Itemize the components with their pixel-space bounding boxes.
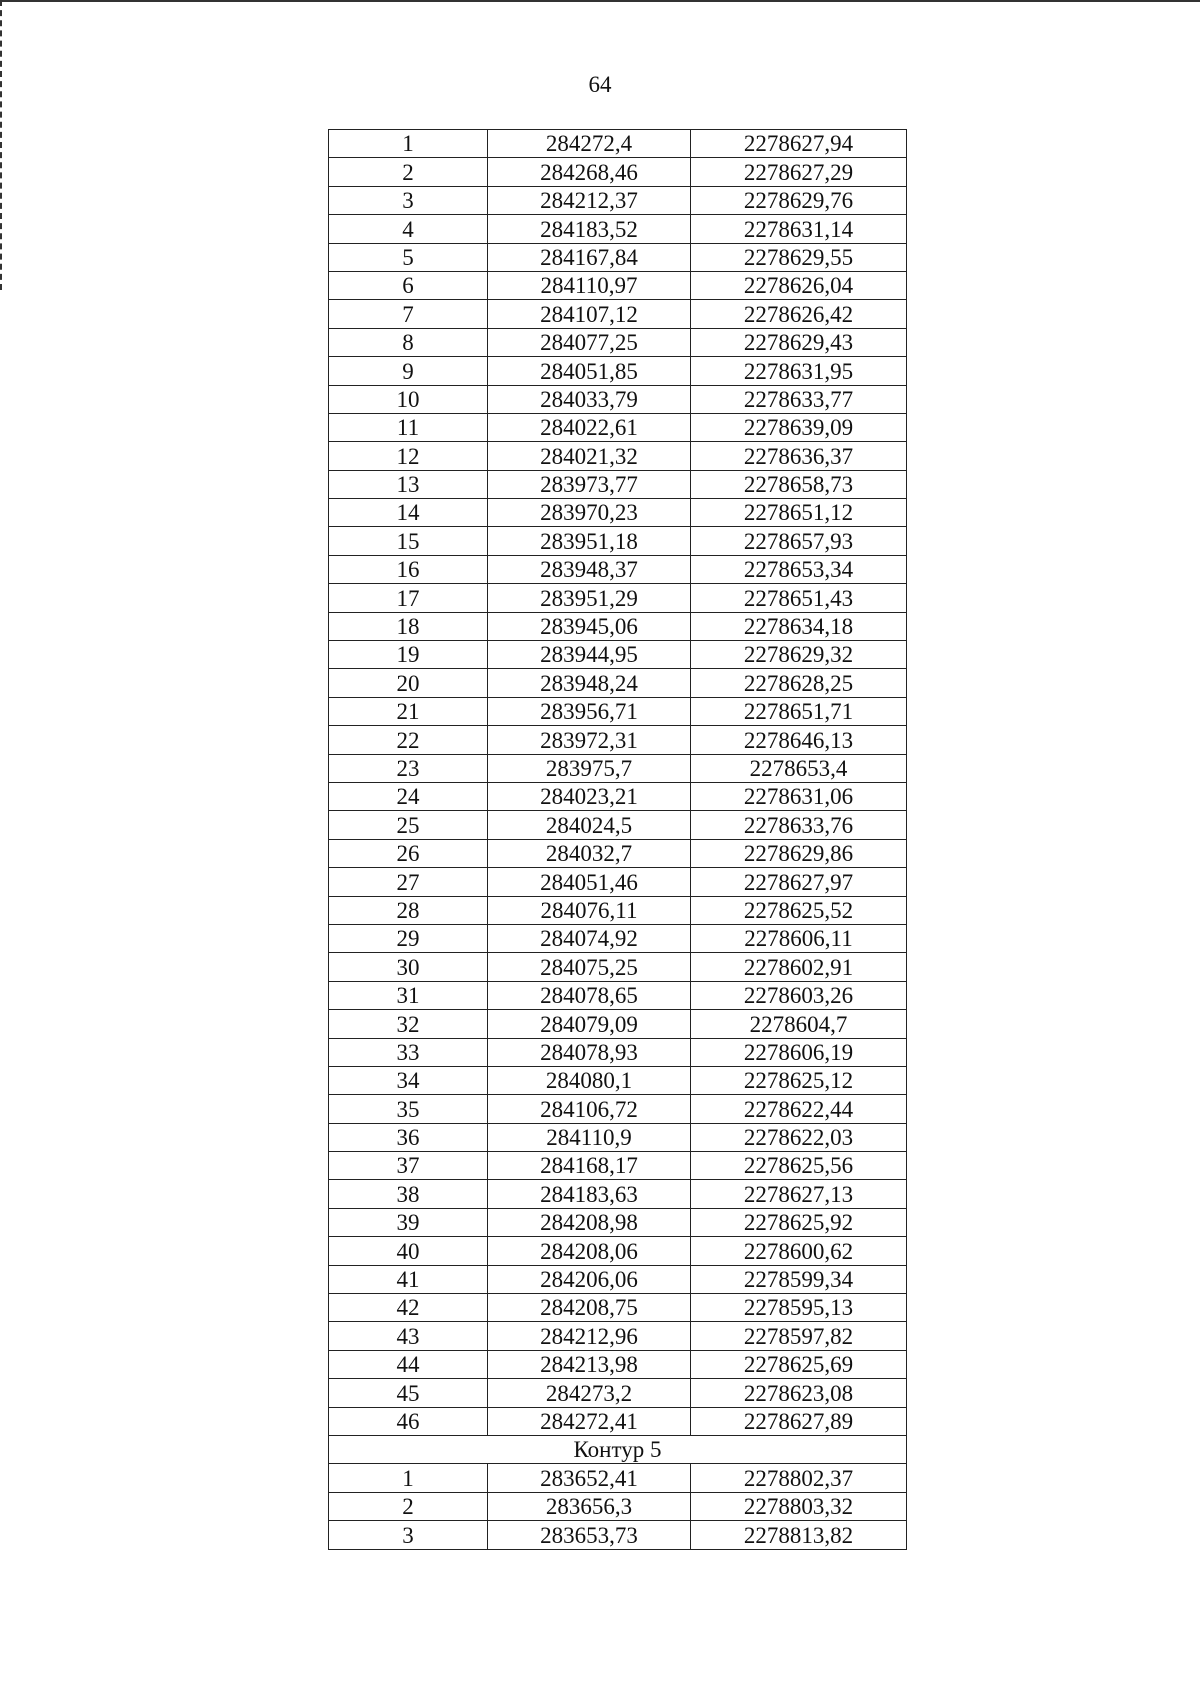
point-number-cell: 3 [329,186,488,214]
point-number-cell: 25 [329,811,488,839]
y-coordinate-cell: 2278629,32 [691,641,907,669]
x-coordinate-cell: 284167,84 [488,243,691,271]
point-number-cell: 22 [329,726,488,754]
point-number-cell: 15 [329,527,488,555]
y-coordinate-cell: 2278651,71 [691,697,907,725]
table-row [329,1095,907,1123]
x-coordinate-cell: 284078,65 [488,981,691,1009]
y-coordinate-cell: 2278631,06 [691,782,907,810]
x-coordinate-cell: 283656,3 [488,1492,691,1520]
table-row [329,1038,907,1066]
y-coordinate-cell: 2278657,93 [691,527,907,555]
point-number-cell: 29 [329,924,488,952]
y-coordinate-cell: 2278600,62 [691,1237,907,1265]
point-number-cell: 33 [329,1038,488,1066]
y-coordinate-cell: 2278625,12 [691,1066,907,1094]
table-row [329,811,907,839]
y-coordinate-cell: 2278813,82 [691,1521,907,1549]
table-row [329,1180,907,1208]
table-row [329,1492,907,1520]
x-coordinate-cell: 283944,95 [488,641,691,669]
point-number-cell: 2 [329,158,488,186]
point-number-cell: 20 [329,669,488,697]
y-coordinate-cell: 2278639,09 [691,413,907,441]
x-coordinate-cell: 284213,98 [488,1350,691,1378]
table-row [329,669,907,697]
table-row [329,357,907,385]
y-coordinate-cell: 2278626,04 [691,271,907,299]
point-number-cell: 34 [329,1066,488,1094]
table-row [329,527,907,555]
x-coordinate-cell: 284110,9 [488,1123,691,1151]
x-coordinate-cell: 284079,09 [488,1010,691,1038]
point-number-cell: 1 [329,130,488,158]
y-coordinate-cell: 2278634,18 [691,612,907,640]
y-coordinate-cell: 2278653,34 [691,555,907,583]
x-coordinate-cell: 284051,85 [488,357,691,385]
table-row [329,839,907,867]
point-number-cell: 9 [329,357,488,385]
point-number-cell: 1 [329,1464,488,1492]
table-row [329,1521,907,1549]
table-row [329,1322,907,1350]
x-coordinate-cell: 284076,11 [488,896,691,924]
x-coordinate-cell: 283956,71 [488,697,691,725]
table-row [329,726,907,754]
y-coordinate-cell: 2278599,34 [691,1265,907,1293]
x-coordinate-cell: 284022,61 [488,413,691,441]
table-row [329,158,907,186]
table-row [329,243,907,271]
x-coordinate-cell: 284051,46 [488,868,691,896]
x-coordinate-cell: 284273,2 [488,1379,691,1407]
table-row [329,612,907,640]
point-number-cell: 10 [329,385,488,413]
table-row [329,782,907,810]
x-coordinate-cell: 284021,32 [488,442,691,470]
point-number-cell: 32 [329,1010,488,1038]
y-coordinate-cell: 2278625,69 [691,1350,907,1378]
table-row [329,442,907,470]
y-coordinate-cell: 2278651,12 [691,499,907,527]
y-coordinate-cell: 2278603,26 [691,981,907,1009]
x-coordinate-cell: 284208,98 [488,1208,691,1236]
table-row [329,697,907,725]
point-number-cell: 8 [329,328,488,356]
binding-margin-marks [0,0,5,290]
table-row [329,499,907,527]
table-row [329,413,907,441]
y-coordinate-cell: 2278629,76 [691,186,907,214]
table-row [329,1123,907,1151]
table-row [329,981,907,1009]
table-row [329,215,907,243]
x-coordinate-cell: 284183,63 [488,1180,691,1208]
table-row [329,1407,907,1435]
table-row [329,1265,907,1293]
y-coordinate-cell: 2278803,32 [691,1492,907,1520]
y-coordinate-cell: 2278597,82 [691,1322,907,1350]
point-number-cell: 13 [329,470,488,498]
point-number-cell: 41 [329,1265,488,1293]
table-row [329,1208,907,1236]
x-coordinate-cell: 283975,7 [488,754,691,782]
y-coordinate-cell: 2278627,13 [691,1180,907,1208]
x-coordinate-cell: 284206,06 [488,1265,691,1293]
y-coordinate-cell: 2278802,37 [691,1464,907,1492]
x-coordinate-cell: 283951,29 [488,584,691,612]
x-coordinate-cell: 283948,37 [488,555,691,583]
point-number-cell: 42 [329,1294,488,1322]
y-coordinate-cell: 2278636,37 [691,442,907,470]
y-coordinate-cell: 2278633,76 [691,811,907,839]
y-coordinate-cell: 2278629,55 [691,243,907,271]
table-row [329,470,907,498]
y-coordinate-cell: 2278625,52 [691,896,907,924]
point-number-cell: 37 [329,1152,488,1180]
point-number-cell: 38 [329,1180,488,1208]
point-number-cell: 46 [329,1407,488,1435]
point-number-cell: 40 [329,1237,488,1265]
table-row [329,1237,907,1265]
page-number: 64 [588,72,612,97]
point-number-cell: 11 [329,413,488,441]
table-row [329,300,907,328]
point-number-cell: 30 [329,953,488,981]
y-coordinate-cell: 2278628,25 [691,669,907,697]
x-coordinate-cell: 284272,41 [488,1407,691,1435]
y-coordinate-cell: 2278626,42 [691,300,907,328]
table-row [329,1066,907,1094]
table-row [329,1464,907,1492]
y-coordinate-cell: 2278627,29 [691,158,907,186]
point-number-cell: 44 [329,1350,488,1378]
coordinates-table [328,129,907,1550]
y-coordinate-cell: 2278646,13 [691,726,907,754]
point-number-cell: 36 [329,1123,488,1151]
point-number-cell: 26 [329,839,488,867]
y-coordinate-cell: 2278622,44 [691,1095,907,1123]
table-row [329,754,907,782]
x-coordinate-cell: 283973,77 [488,470,691,498]
table-row [329,896,907,924]
x-coordinate-cell: 284110,97 [488,271,691,299]
x-coordinate-cell: 284212,96 [488,1322,691,1350]
table-row [329,1379,907,1407]
x-coordinate-cell: 284183,52 [488,215,691,243]
table-row [329,924,907,952]
section-title: Контур 5 [329,1435,907,1463]
x-coordinate-cell: 284024,5 [488,811,691,839]
x-coordinate-cell: 284074,92 [488,924,691,952]
x-coordinate-cell: 284033,79 [488,385,691,413]
y-coordinate-cell: 2278627,89 [691,1407,907,1435]
point-number-cell: 45 [329,1379,488,1407]
x-coordinate-cell: 283948,24 [488,669,691,697]
coordinates-table-body [329,130,907,1550]
x-coordinate-cell: 283970,23 [488,499,691,527]
y-coordinate-cell: 2278653,4 [691,754,907,782]
x-coordinate-cell: 284168,17 [488,1152,691,1180]
y-coordinate-cell: 2278631,95 [691,357,907,385]
point-number-cell: 21 [329,697,488,725]
y-coordinate-cell: 2278606,19 [691,1038,907,1066]
x-coordinate-cell: 284077,25 [488,328,691,356]
y-coordinate-cell: 2278604,7 [691,1010,907,1038]
point-number-cell: 16 [329,555,488,583]
y-coordinate-cell: 2278625,56 [691,1152,907,1180]
y-coordinate-cell: 2278651,43 [691,584,907,612]
x-coordinate-cell: 283652,41 [488,1464,691,1492]
point-number-cell: 27 [329,868,488,896]
x-coordinate-cell: 284107,12 [488,300,691,328]
table-row [329,1010,907,1038]
point-number-cell: 2 [329,1492,488,1520]
table-row [329,186,907,214]
table-row [329,1152,907,1180]
x-coordinate-cell: 284208,06 [488,1237,691,1265]
point-number-cell: 35 [329,1095,488,1123]
table-row [329,555,907,583]
y-coordinate-cell: 2278625,92 [691,1208,907,1236]
y-coordinate-cell: 2278595,13 [691,1294,907,1322]
page-top-border [0,0,1200,2]
x-coordinate-cell: 284078,93 [488,1038,691,1066]
point-number-cell: 5 [329,243,488,271]
x-coordinate-cell: 283972,31 [488,726,691,754]
x-coordinate-cell: 283951,18 [488,527,691,555]
x-coordinate-cell: 284023,21 [488,782,691,810]
y-coordinate-cell: 2278629,86 [691,839,907,867]
y-coordinate-cell: 2278602,91 [691,953,907,981]
x-coordinate-cell: 284208,75 [488,1294,691,1322]
table-row [329,1294,907,1322]
y-coordinate-cell: 2278627,97 [691,868,907,896]
table-row [329,584,907,612]
point-number-cell: 4 [329,215,488,243]
x-coordinate-cell: 284212,37 [488,186,691,214]
table-row [329,1350,907,1378]
point-number-cell: 7 [329,300,488,328]
x-coordinate-cell: 284272,4 [488,130,691,158]
table-row [329,385,907,413]
table-row [329,641,907,669]
point-number-cell: 23 [329,754,488,782]
point-number-cell: 43 [329,1322,488,1350]
point-number-cell: 6 [329,271,488,299]
y-coordinate-cell: 2278658,73 [691,470,907,498]
x-coordinate-cell: 284075,25 [488,953,691,981]
y-coordinate-cell: 2278629,43 [691,328,907,356]
point-number-cell: 14 [329,499,488,527]
y-coordinate-cell: 2278633,77 [691,385,907,413]
y-coordinate-cell: 2278627,94 [691,130,907,158]
point-number-cell: 24 [329,782,488,810]
x-coordinate-cell: 284106,72 [488,1095,691,1123]
point-number-cell: 31 [329,981,488,1009]
table-row [329,328,907,356]
table-row [329,953,907,981]
point-number-cell: 17 [329,584,488,612]
table-row [329,868,907,896]
table-row [329,271,907,299]
x-coordinate-cell: 283945,06 [488,612,691,640]
section-header-row [329,1435,907,1463]
point-number-cell: 3 [329,1521,488,1549]
x-coordinate-cell: 284080,1 [488,1066,691,1094]
y-coordinate-cell: 2278631,14 [691,215,907,243]
point-number-cell: 28 [329,896,488,924]
x-coordinate-cell: 284268,46 [488,158,691,186]
y-coordinate-cell: 2278606,11 [691,924,907,952]
point-number-cell: 39 [329,1208,488,1236]
table-row [329,130,907,158]
y-coordinate-cell: 2278623,08 [691,1379,907,1407]
x-coordinate-cell: 284032,7 [488,839,691,867]
y-coordinate-cell: 2278622,03 [691,1123,907,1151]
point-number-cell: 12 [329,442,488,470]
x-coordinate-cell: 283653,73 [488,1521,691,1549]
point-number-cell: 18 [329,612,488,640]
point-number-cell: 19 [329,641,488,669]
